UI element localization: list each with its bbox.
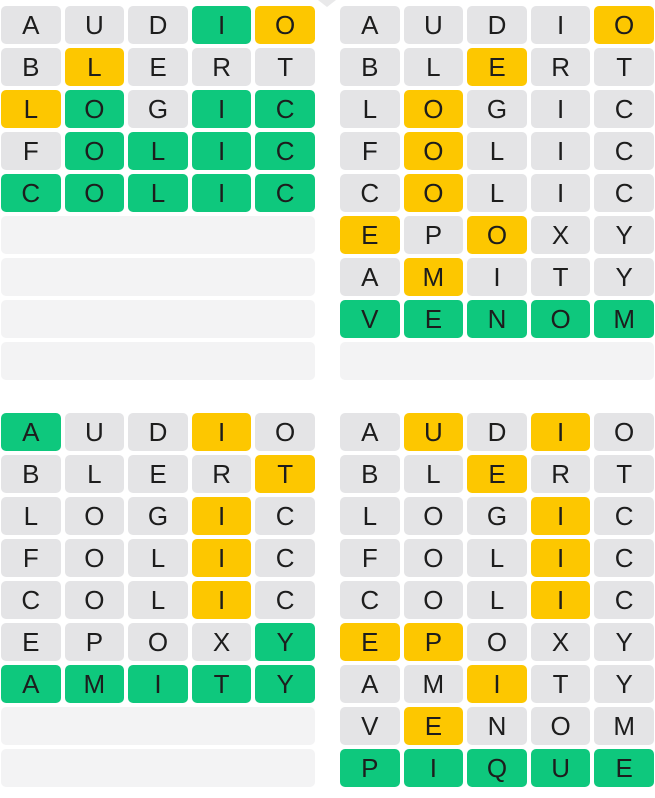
- letter-tile-miss: O: [531, 707, 591, 745]
- letter-tile-miss: L: [1, 497, 61, 535]
- empty-row: [1, 258, 315, 296]
- guess-row: [1, 132, 315, 170]
- letter-tile-miss: O: [65, 497, 125, 535]
- guess-row: [340, 258, 654, 296]
- letter-tile-near: O: [467, 216, 527, 254]
- guess-row: [1, 497, 315, 535]
- board-3: [1, 413, 315, 791]
- top-notch-indicator: [318, 0, 336, 8]
- guess-row: [1, 48, 315, 86]
- letter-tile-miss: D: [467, 6, 527, 44]
- letter-tile-miss: O: [404, 581, 464, 619]
- letter-tile-miss: D: [128, 6, 188, 44]
- letter-tile-miss: G: [128, 90, 188, 128]
- letter-tile-hit: O: [65, 90, 125, 128]
- letter-tile-miss: F: [340, 539, 400, 577]
- letter-tile-miss: E: [1, 623, 61, 661]
- letter-tile-near: I: [531, 539, 591, 577]
- letter-tile-near: L: [1, 90, 61, 128]
- letter-tile-miss: X: [531, 623, 591, 661]
- letter-tile-hit: I: [192, 90, 252, 128]
- letter-tile-hit: L: [128, 132, 188, 170]
- letter-tile-near: T: [255, 455, 315, 493]
- letter-tile-miss: T: [531, 665, 591, 703]
- letter-tile-miss: O: [65, 581, 125, 619]
- letter-tile-near: M: [404, 258, 464, 296]
- letter-tile-miss: F: [340, 132, 400, 170]
- letter-tile-miss: C: [594, 581, 654, 619]
- letter-tile-near: E: [467, 455, 527, 493]
- letter-tile-miss: I: [531, 6, 591, 44]
- guess-row: [1, 6, 315, 44]
- letter-tile-near: I: [467, 665, 527, 703]
- letter-tile-miss: C: [1, 581, 61, 619]
- letter-tile-miss: C: [594, 90, 654, 128]
- letter-tile-hit: A: [1, 413, 61, 451]
- letter-tile-near: I: [192, 413, 252, 451]
- letter-tile-miss: C: [594, 132, 654, 170]
- guess-row: [340, 539, 654, 577]
- letter-tile-miss: U: [404, 6, 464, 44]
- board-4: [340, 413, 654, 791]
- letter-tile-hit: M: [65, 665, 125, 703]
- letter-tile-miss: D: [467, 413, 527, 451]
- guess-row: [340, 497, 654, 535]
- letter-tile-miss: L: [65, 455, 125, 493]
- letter-tile-miss: M: [594, 707, 654, 745]
- guess-row: [340, 300, 654, 338]
- letter-tile-miss: R: [531, 48, 591, 86]
- letter-tile-hit: I: [128, 665, 188, 703]
- letter-tile-hit: Y: [255, 665, 315, 703]
- empty-row: [340, 342, 654, 380]
- letter-tile-near: O: [404, 132, 464, 170]
- guess-row: [340, 623, 654, 661]
- letter-tile-miss: C: [594, 174, 654, 212]
- letter-tile-miss: I: [531, 90, 591, 128]
- letter-tile-near: L: [65, 48, 125, 86]
- letter-tile-miss: N: [467, 707, 527, 745]
- letter-tile-miss: L: [340, 497, 400, 535]
- letter-tile-miss: C: [255, 581, 315, 619]
- letter-tile-miss: O: [65, 539, 125, 577]
- letter-tile-hit: I: [192, 132, 252, 170]
- letter-tile-miss: F: [1, 132, 61, 170]
- letter-tile-near: E: [340, 216, 400, 254]
- letter-tile-miss: A: [340, 6, 400, 44]
- letter-tile-miss: L: [128, 539, 188, 577]
- letter-tile-miss: X: [531, 216, 591, 254]
- letter-tile-miss: A: [340, 413, 400, 451]
- letter-tile-hit: Y: [255, 623, 315, 661]
- letter-tile-miss: M: [404, 665, 464, 703]
- guess-row: [340, 6, 654, 44]
- letter-tile-miss: O: [255, 413, 315, 451]
- letter-tile-hit: I: [404, 749, 464, 787]
- letter-tile-hit: O: [65, 132, 125, 170]
- letter-tile-hit: I: [192, 6, 252, 44]
- letter-tile-miss: X: [192, 623, 252, 661]
- guess-row: [1, 413, 315, 451]
- letter-tile-hit: E: [404, 300, 464, 338]
- letter-tile-hit: E: [594, 749, 654, 787]
- letter-tile-hit: P: [340, 749, 400, 787]
- letter-tile-near: U: [404, 413, 464, 451]
- letter-tile-miss: G: [128, 497, 188, 535]
- letter-tile-miss: O: [404, 497, 464, 535]
- letter-tile-miss: O: [404, 539, 464, 577]
- letter-tile-miss: B: [1, 48, 61, 86]
- empty-row: [1, 342, 315, 380]
- letter-tile-near: O: [404, 174, 464, 212]
- letter-tile-miss: C: [594, 497, 654, 535]
- guess-row: [340, 413, 654, 451]
- letter-tile-miss: P: [65, 623, 125, 661]
- letter-tile-miss: A: [1, 6, 61, 44]
- guess-row: [340, 455, 654, 493]
- letter-tile-miss: C: [255, 497, 315, 535]
- letter-tile-near: I: [192, 497, 252, 535]
- letter-tile-miss: B: [340, 48, 400, 86]
- letter-tile-near: O: [594, 6, 654, 44]
- letter-tile-miss: L: [467, 174, 527, 212]
- letter-tile-miss: Y: [594, 216, 654, 254]
- guess-row: [340, 132, 654, 170]
- letter-tile-miss: G: [467, 90, 527, 128]
- letter-tile-miss: L: [467, 581, 527, 619]
- letter-tile-miss: R: [192, 455, 252, 493]
- guess-row: [1, 665, 315, 703]
- guess-row: [1, 581, 315, 619]
- board-2: [340, 6, 654, 384]
- empty-row: [1, 707, 315, 745]
- letter-tile-miss: B: [340, 455, 400, 493]
- letter-tile-miss: Y: [594, 258, 654, 296]
- letter-tile-near: E: [404, 707, 464, 745]
- letter-tile-miss: T: [594, 455, 654, 493]
- letter-tile-hit: C: [1, 174, 61, 212]
- guess-row: [340, 174, 654, 212]
- guess-row: [1, 539, 315, 577]
- letter-tile-hit: A: [1, 665, 61, 703]
- letter-tile-miss: E: [128, 48, 188, 86]
- letter-tile-miss: B: [1, 455, 61, 493]
- letter-tile-hit: N: [467, 300, 527, 338]
- letter-tile-miss: T: [594, 48, 654, 86]
- letter-tile-miss: Y: [594, 665, 654, 703]
- letter-tile-near: E: [340, 623, 400, 661]
- letter-tile-miss: O: [594, 413, 654, 451]
- letter-tile-near: I: [531, 413, 591, 451]
- letter-tile-miss: V: [340, 707, 400, 745]
- letter-tile-miss: C: [340, 174, 400, 212]
- letter-tile-hit: Q: [467, 749, 527, 787]
- letter-tile-miss: E: [128, 455, 188, 493]
- letter-tile-miss: I: [531, 132, 591, 170]
- letter-tile-hit: I: [192, 174, 252, 212]
- letter-tile-miss: T: [255, 48, 315, 86]
- letter-tile-near: I: [531, 497, 591, 535]
- letter-tile-near: I: [192, 539, 252, 577]
- letter-tile-miss: D: [128, 413, 188, 451]
- letter-tile-miss: L: [340, 90, 400, 128]
- letter-tile-miss: L: [467, 539, 527, 577]
- letter-tile-near: I: [531, 581, 591, 619]
- letter-tile-miss: P: [404, 216, 464, 254]
- letter-tile-near: O: [404, 90, 464, 128]
- guess-row: [340, 90, 654, 128]
- letter-tile-miss: I: [531, 174, 591, 212]
- board-1: [1, 6, 315, 384]
- letter-tile-miss: A: [340, 665, 400, 703]
- letter-tile-hit: O: [531, 300, 591, 338]
- letter-tile-miss: L: [404, 455, 464, 493]
- guess-row: [1, 90, 315, 128]
- letter-tile-hit: C: [255, 174, 315, 212]
- letter-tile-hit: C: [255, 90, 315, 128]
- letter-tile-miss: L: [404, 48, 464, 86]
- letter-tile-hit: C: [255, 132, 315, 170]
- letter-tile-hit: M: [594, 300, 654, 338]
- guess-row: [340, 665, 654, 703]
- letter-tile-miss: T: [531, 258, 591, 296]
- letter-tile-miss: O: [128, 623, 188, 661]
- letter-tile-miss: C: [255, 539, 315, 577]
- letter-tile-miss: I: [467, 258, 527, 296]
- letter-tile-near: O: [255, 6, 315, 44]
- letter-tile-miss: G: [467, 497, 527, 535]
- letter-tile-miss: R: [192, 48, 252, 86]
- letter-tile-miss: R: [531, 455, 591, 493]
- empty-row: [1, 216, 315, 254]
- letter-tile-near: E: [467, 48, 527, 86]
- guess-row: [340, 216, 654, 254]
- letter-tile-miss: U: [65, 413, 125, 451]
- letter-tile-hit: V: [340, 300, 400, 338]
- guess-row: [340, 48, 654, 86]
- letter-tile-miss: A: [340, 258, 400, 296]
- empty-row: [1, 749, 315, 787]
- letter-tile-miss: O: [467, 623, 527, 661]
- letter-tile-miss: Y: [594, 623, 654, 661]
- letter-tile-miss: L: [128, 581, 188, 619]
- letter-tile-near: I: [192, 581, 252, 619]
- letter-tile-miss: L: [467, 132, 527, 170]
- guess-row: [340, 707, 654, 745]
- guess-row: [340, 581, 654, 619]
- letter-tile-hit: U: [531, 749, 591, 787]
- letter-tile-miss: U: [65, 6, 125, 44]
- letter-tile-miss: F: [1, 539, 61, 577]
- guess-row: [1, 455, 315, 493]
- letter-tile-miss: C: [340, 581, 400, 619]
- letter-tile-miss: C: [594, 539, 654, 577]
- guess-row: [1, 174, 315, 212]
- guess-row: [1, 623, 315, 661]
- letter-tile-hit: T: [192, 665, 252, 703]
- letter-tile-hit: O: [65, 174, 125, 212]
- letter-tile-near: P: [404, 623, 464, 661]
- guess-row: [340, 749, 654, 787]
- letter-tile-hit: L: [128, 174, 188, 212]
- empty-row: [1, 300, 315, 338]
